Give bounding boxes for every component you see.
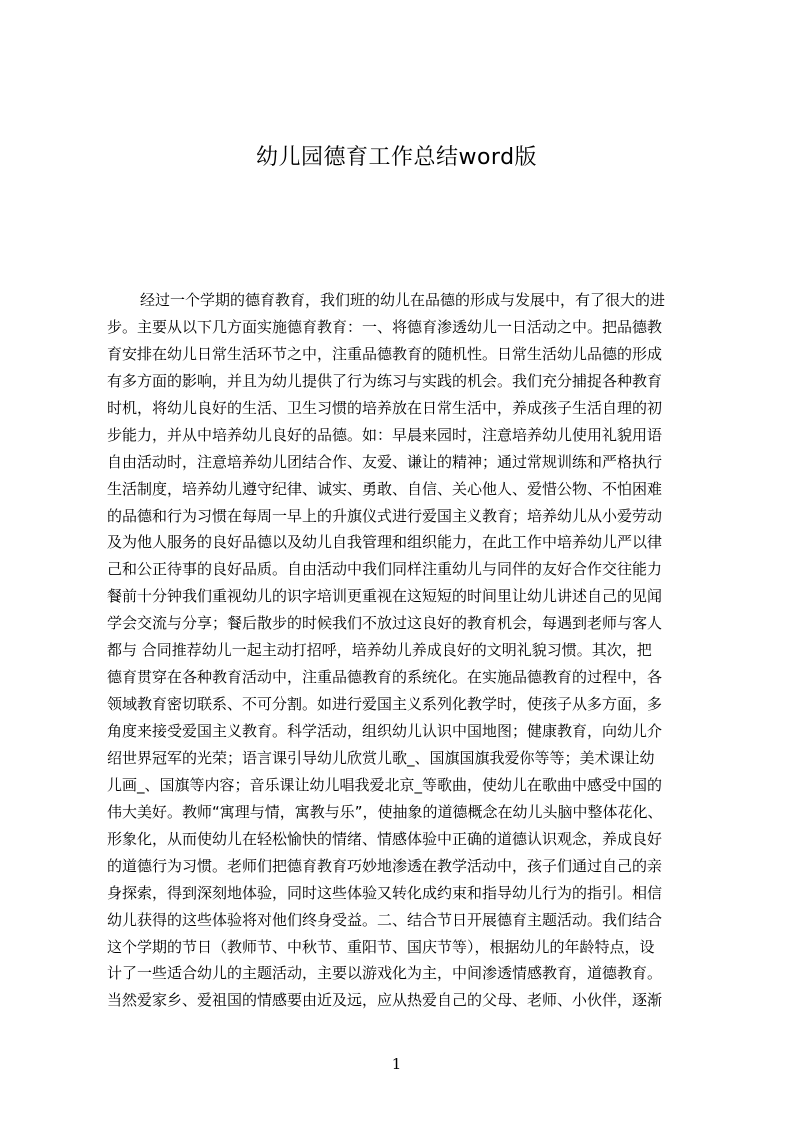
body-line: 儿画_、国旗等内容；音乐课让幼儿唱我爱北京_等歌曲，使幼儿在歌曲中感受中国的	[107, 775, 663, 794]
body-line: 计了一些适合幼儿的主题活动，主要以游戏化为主，中间渗透情感教育，道德教育。	[107, 964, 663, 983]
body-line: 时机，将幼儿良好的生活、卫生习惯的培养放在日常生活中，养成孩子生活自理的初	[107, 398, 663, 417]
body-line: 都与 合同推荐幼儿一起主动打招呼，培养幼儿养成良好的文明礼貌习惯。其次，把	[107, 641, 652, 660]
body-line: 伟大美好。教师“寓理与情，寓教与乐”，使抽象的道德概念在幼儿头脑中整体花化、	[107, 802, 663, 821]
body-line: 身探索，得到深刻地体验，同时这些体验又转化成约束和指导幼儿行为的指引。相信	[107, 883, 663, 902]
body-line: 学会交流与分享；餐后散步的时候我们不放过这良好的教育机会，每遇到老师与客人	[107, 614, 663, 633]
body-line: 及为他人服务的良好品德以及幼儿自我管理和组织能力，在此工作中培养幼儿严以律	[107, 533, 663, 552]
body-line: 绍世界冠军的光荣；语言课引导幼儿欣赏儿歌_、国旗国旗我爱你等等；美术课让幼	[107, 748, 655, 767]
body-line: 形象化，从而使幼儿在轻松愉快的情绪、情感体验中正确的道德认识观念，养成良好	[107, 829, 663, 848]
body-line: 自由活动时，注意培养幼儿团结合作、友爱、谦让的精神；通过常规训练和严格执行	[107, 452, 663, 471]
body-line: 领域教育密切联系、不可分割。如进行爱国主义系列化教学时，使孩子从多方面，多	[107, 695, 663, 714]
body-line: 经过一个学期的德育教育，我们班的幼儿在品德的形成与发展中，有了很大的进	[140, 291, 666, 309]
body-line: 当然爱家乡、爱祖国的情感要由近及远，应从热爱自己的父母、老师、小伙伴，逐渐	[107, 991, 663, 1010]
body-line: 角度来接受爱国主义教育。科学活动，组织幼儿认识中国地图；健康教育，向幼儿介	[107, 722, 663, 740]
body-line: 幼儿获得的这些体验将对他们终身受益。二、结合节日开展德育主题活动。我们结合	[107, 910, 663, 929]
body-line: 餐前十分钟我们重视幼儿的识字培训更重视在这短短的时间里让幼儿讲述自己的见闻	[107, 587, 663, 606]
body-line: 生活制度，培养幼儿遵守纪律、诚实、勇敢、自信、关心他人、爱惜公物、不怕困难	[107, 479, 663, 498]
body-line: 己和公正待事的良好品质。自由活动中我们同样注重幼儿与同伴的友好合作交往能力	[107, 560, 663, 579]
body-line: 步能力，并从中培养幼儿良好的品德。如：早晨来园时，注意培养幼儿使用礼貌用语	[107, 425, 663, 444]
body-line: 的品德和行为习惯在每周一早上的升旗仪式进行爱国主义教育；培养幼儿从小爱劳动	[107, 506, 663, 525]
body-line: 这个学期的节日（教师节、中秋节、重阳节、国庆节等），根据幼儿的年龄特点，设	[107, 937, 655, 956]
page-number: 1	[391, 1055, 402, 1073]
body-line: 德育贯穿在各种教育活动中，注重品德教育的系统化。在实施品德教育的过程中，各	[107, 668, 663, 687]
document-title: 幼儿园德育工作总结word版	[255, 145, 538, 170]
body-line: 的道德行为习惯。老师们把德育教育巧妙地渗透在教学活动中，孩子们通过自己的亲	[107, 856, 663, 875]
document-body	[107, 287, 699, 1014]
body-line: 有多方面的影响，并且为幼儿提供了行为练习与实践的机会。我们充分捕捉各种教育	[107, 371, 663, 390]
body-line: 步。主要从以下几方面实施德育教育：一、将德育渗透幼儿一日活动之中。把品德教	[107, 317, 663, 336]
body-line: 育安排在幼儿日常生活环节之中，注重品德教育的随机性。日常生活幼儿品德的形成	[107, 344, 663, 363]
